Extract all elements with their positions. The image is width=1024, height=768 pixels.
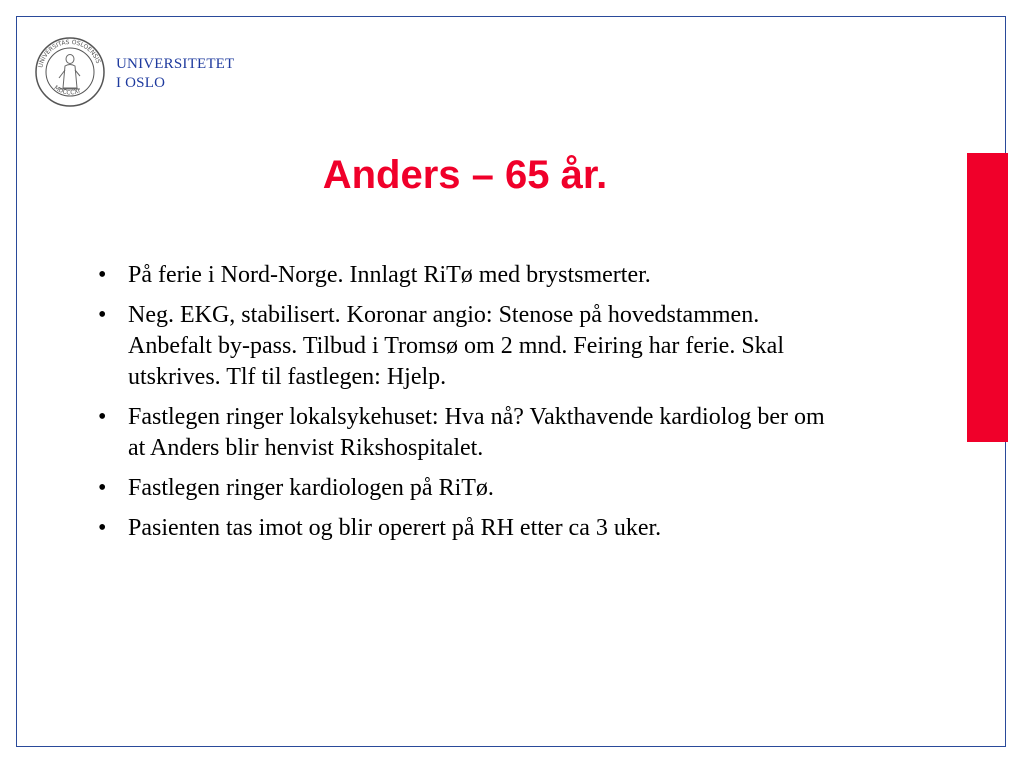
- list-item: [98, 300, 828, 393]
- bullet-text: Pasienten tas imot og blir operert på RH etter ca 3 uker.: [128, 515, 662, 541]
- bullet-dot: •: [98, 302, 107, 328]
- bullet-list: [98, 260, 828, 553]
- list-item: [98, 473, 828, 504]
- bullet-text: Fastlegen ringer kardiologen på RiTø.: [128, 475, 494, 501]
- bullet-dot: •: [98, 404, 107, 430]
- svg-text:UNIVERSITAS OSLOENSIS: UNIVERSITAS OSLOENSIS: [37, 38, 102, 69]
- institution-name: [116, 55, 234, 93]
- bullet-text: Neg. EKG, stabilisert. Koronar angio: Stenose på hovedstammen. Anbefalt by-pass. Tilbud i Tromsø om 2 mnd. Feiring har ferie. Skal utskrives. Tlf til fastlegen: Hjelp.: [128, 302, 784, 390]
- list-item: [98, 513, 828, 544]
- slide-title: Anders – 65 år.: [322, 153, 608, 197]
- university-seal-icon: [34, 36, 106, 108]
- accent-bar: [967, 153, 1008, 442]
- bullet-text: På ferie i Nord-Norge. Innlagt RiTø med brystsmerter.: [128, 262, 651, 288]
- bullet-text: Fastlegen ringer lokalsykehuset: Hva nå? Vakthavende kardiolog ber om at Anders blir henvist Rikshospitalet.: [128, 404, 825, 461]
- list-item: [98, 260, 828, 291]
- list-item: [98, 402, 828, 464]
- bullet-dot: •: [98, 475, 107, 501]
- institution-line-2: I OSLO: [116, 75, 166, 91]
- svg-text:MDCCCXI: MDCCCXI: [52, 84, 82, 97]
- bullet-dot: •: [98, 515, 107, 541]
- institution-line-1: UNIVERSITETET: [116, 56, 235, 72]
- bullet-dot: •: [98, 262, 107, 288]
